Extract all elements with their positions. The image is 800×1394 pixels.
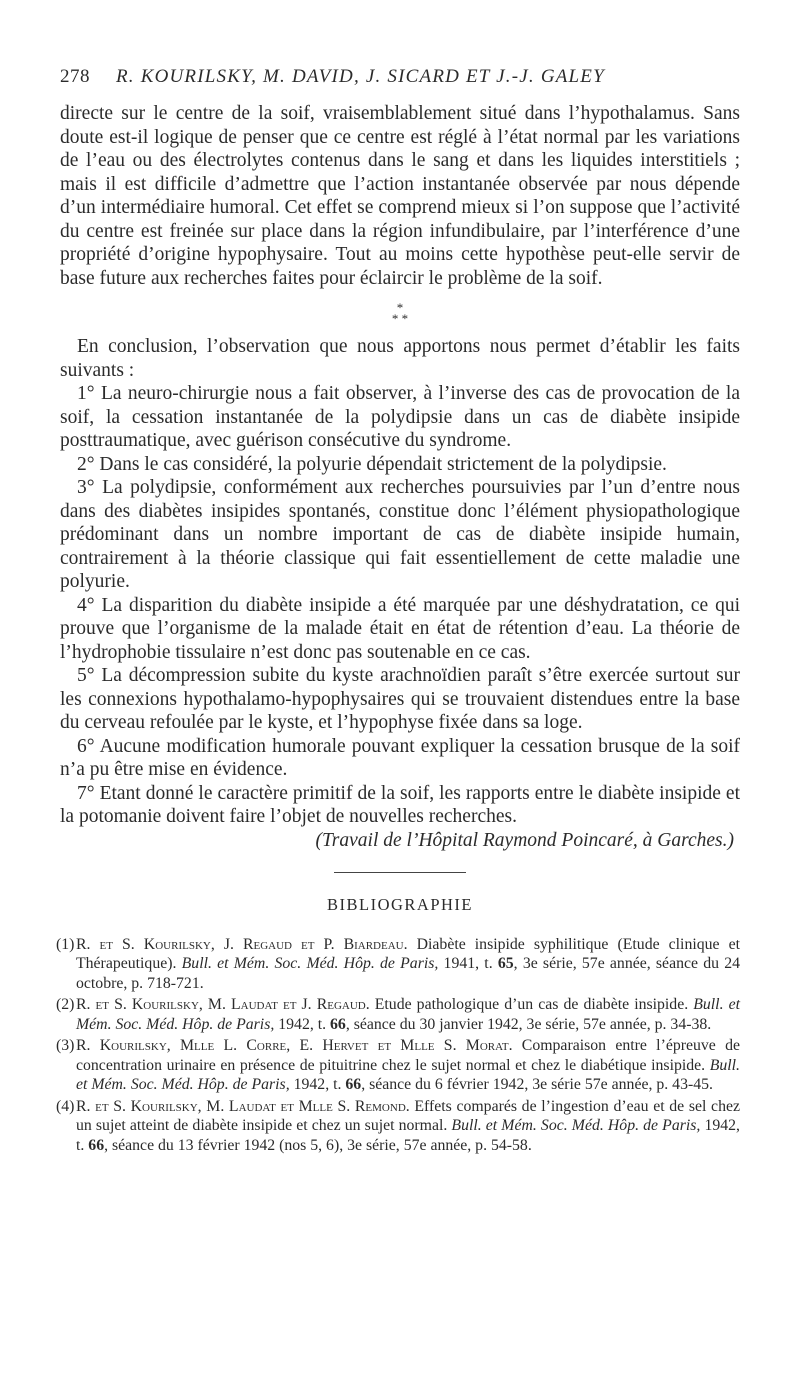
section-divider	[334, 872, 466, 873]
reference-number: (4)	[56, 1097, 75, 1115]
page-number: 278	[60, 66, 90, 87]
reference-number: (3)	[56, 1037, 75, 1054]
bibliography-entry	[56, 1097, 741, 1156]
reference-volume: 66	[88, 1136, 105, 1154]
conclusion-item-6: 6° Aucune modification humorale pouvant expliquer la cessation brusque de la soif n’a pu être mise en évidence.	[60, 735, 740, 780]
reference-details: , séance du 30 janvier 1942, 3e série, 57e année, p. 34-38.	[345, 1015, 712, 1033]
reference-details: , séance du 6 février 1942, 3e série 57e année, p. 43-45.	[361, 1076, 713, 1093]
conclusion-item-3: 3° La polydipsie, conformément aux recherches poursuivies par l’un d’entre nous dans des diabètes insipides spontanés, constitue donc l’élément physiopathologique prédominant dans un nombre important de cas de diabète insipide humain, contrairement à la théorie classique qui fait essentiellement de cette maladie une polyurie.	[60, 477, 740, 592]
asterism-bottom: * *	[391, 311, 409, 326]
asterism-separator	[60, 302, 740, 324]
reference-year: 1941, t.	[438, 955, 498, 972]
reference-authors: R. et S. Kourilsky, M. Laudat et J. Regaud.	[76, 996, 370, 1013]
reference-year: 1942, t.	[289, 1076, 346, 1093]
reference-title: Diabète insipide syphilitique (Etude clinique et Thérapeutique).	[76, 935, 740, 972]
conclusion-item-2: 2° Dans le cas considéré, la polyurie dépendait strictement de la polydipsie.	[77, 453, 667, 475]
conclusion-intro: En conclusion, l’observation que nous apportons nous permet d’établir les faits suivants :	[60, 336, 740, 381]
reference-journal: Bull. et Mém. Soc. Méd. Hôp. de Paris,	[76, 996, 741, 1033]
running-title: R. KOURILSKY, M. DAVID, J. SICARD ET J.-J. GALEY	[116, 66, 605, 87]
reference-volume: 65	[497, 955, 514, 972]
reference-journal: Bull. et Mém. Soc. Méd. Hôp. de Paris,	[451, 1117, 701, 1134]
paragraph-soif: directe sur le centre de la soif, vraisemblablement situé dans l’hypothalamus. Sans doute est-il logique de penser que ce centre est réglé à l’état normal par les variations de l’eau ou des électrolytes contenus dans le sang et dans les liquides interstitiels ; mais il est difficile d’admettre que l’action instantanée observée par nous dépende d’un intermédiaire humoral. Cet effet se comprend mieux si l’on suppose que l’activité du centre est freinée sur place dans la région infundibulaire, par l’interférence d’une propriété d’origine hypophysaire. Tout au moins cette hypothèse peut-elle servir de base future aux recherches faites pour éclaircir le problème de la soif.	[60, 103, 740, 289]
bibliography-title: BIBLIOGRAPHIE	[327, 895, 473, 914]
reference-authors: R. et S. Kourilsky, J. Regaud et P. Biardeau.	[76, 935, 408, 953]
conclusion-item-7: 7° Etant donné le caractère primitif de la soif, les rapports entre le diabète insipide et la potomanie doivent faire l’objet de nouvelles recherches.	[60, 782, 740, 827]
reference-year: 1942, t.	[76, 1117, 741, 1154]
reference-year: 1942, t.	[274, 1015, 331, 1033]
reference-number: (2)	[56, 996, 75, 1013]
reference-number: (1)	[56, 935, 75, 953]
institution-credit: (Travail de l’Hôpital Raymond Poincaré, à Garches.)	[315, 829, 734, 851]
body-text	[56, 102, 741, 1157]
bibliography-entry	[56, 935, 741, 994]
reference-journal: Bull. et Mém. Soc. Méd. Hôp. de Paris,	[181, 955, 439, 972]
reference-details: , séance du 13 février 1942 (nos 5, 6), 3e série, 57e année, p. 54-58.	[104, 1136, 532, 1154]
reference-volume: 66	[330, 1015, 346, 1033]
reference-authors: R. Kourilsky, Mlle L. Corre, E. Hervet et Mlle S. Morat.	[76, 1037, 513, 1054]
bibliography-entry	[56, 995, 741, 1034]
reference-authors: R. et S. Kourilsky, M. Laudat et Mlle S. Remond.	[76, 1097, 410, 1115]
conclusion-item-1: 1° La neuro-chirurgie nous a fait observer, à l’inverse des cas de provocation de la soif, la cessation instantanée de la polydipsie dans un cas de diabète insipide posttraumatique, avec guérison consécutive du syndrome.	[60, 383, 740, 451]
conclusion-item-4: 4° La disparition du diabète insipide a été marquée par une déshydratation, ce qui prouve que l’organisme de la malade était en état de rétention d’eau. La théorie de l’hydrophobie tissulaire n’est donc pas soutenable en ce cas.	[60, 594, 740, 663]
asterism-top: *	[396, 300, 404, 315]
page-header	[60, 66, 740, 88]
bibliography-list	[56, 935, 741, 1156]
reference-details: , 3e série, 57e année, séance du 24 octobre, p. 718-721.	[76, 955, 741, 992]
bibliography-entry	[56, 1036, 741, 1095]
reference-journal: Bull. et Mém. Soc. Méd. Hôp. de Paris,	[76, 1056, 740, 1093]
reference-title: Effets comparés de l’ingestion d’eau et de sel chez un sujet atteint de diabète insipide et chez un sujet normal.	[76, 1097, 740, 1134]
conclusion-item-5: 5° La décompression subite du kyste arachnoïdien paraît s’être exercée surtout sur les connexions hypothalamo-hypophysaires qui se trouvaient distendues entre la base du cerveau refoulée par le kyste, et l’hypophyse fixée dans sa loge.	[60, 665, 740, 733]
reference-title: Etude pathologique d’un cas de diabète insipide.	[369, 996, 694, 1013]
reference-title: Comparaison entre l’épreuve de concentration urinaire en présence de pituitrine chez le sujet normal et chez le diabétique insipide.	[76, 1037, 741, 1074]
reference-volume: 66	[345, 1076, 362, 1093]
